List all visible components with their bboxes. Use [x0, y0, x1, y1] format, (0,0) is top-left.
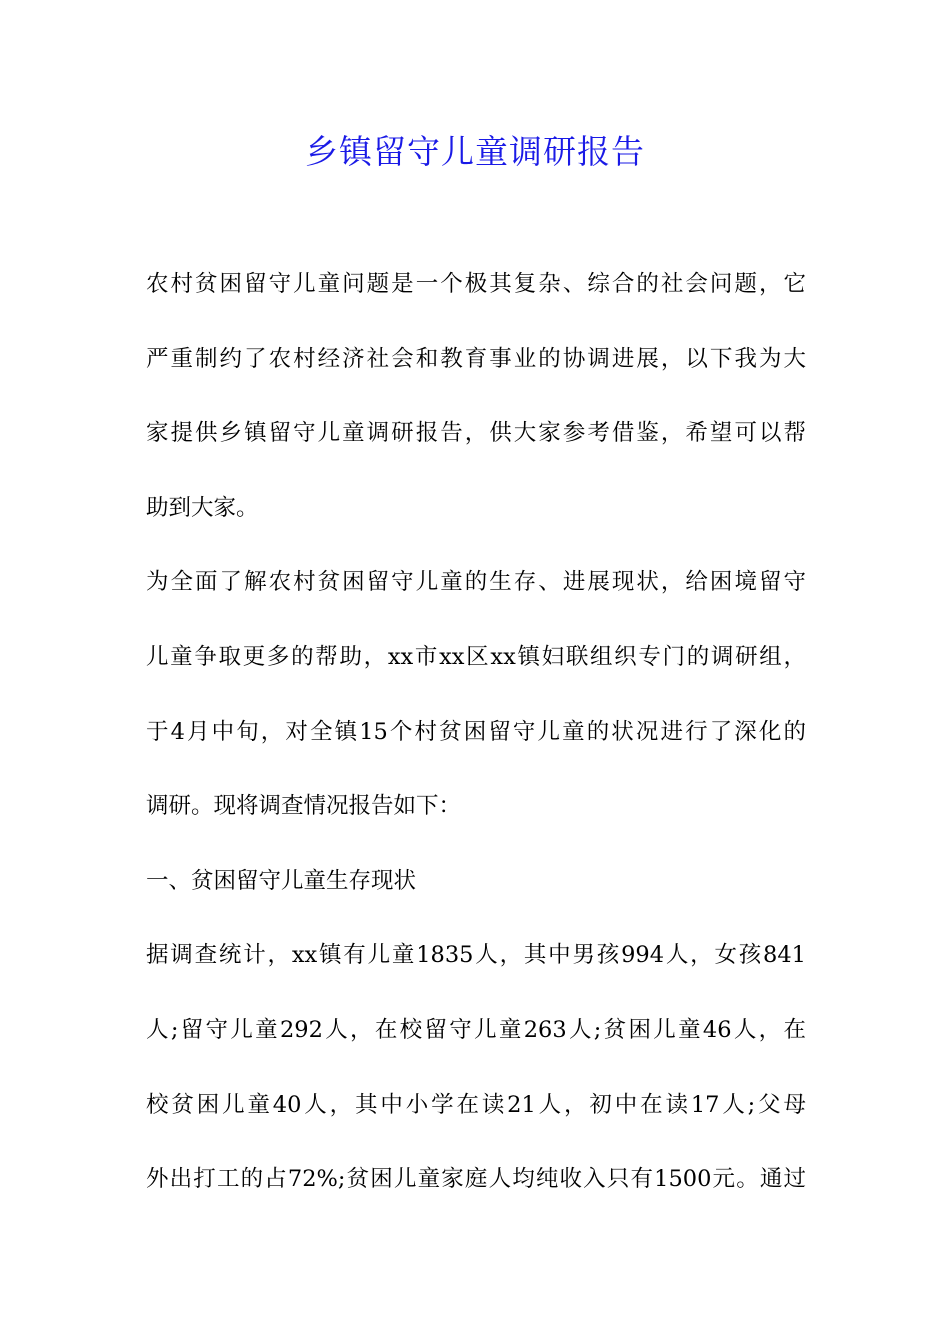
body-line: 据调查统计，xx镇有儿童1835人，其中男孩994人，女孩841 — [146, 942, 806, 969]
body-line: 农村贫困留守儿童问题是一个极其复杂、综合的社会问题，它 — [146, 271, 806, 297]
body-line: 儿童争取更多的帮助，xx市xx区xx镇妇联组织专门的调研组， — [146, 643, 806, 670]
document-title: 乡镇留守儿童调研报告 — [305, 132, 645, 171]
body-line: 助到大家。 — [146, 494, 259, 521]
document-body — [146, 258, 806, 1228]
body-line: 人;留守儿童292人，在校留守儿童263人;贫困儿童46人，在 — [146, 1016, 806, 1043]
body-line: 校贫困儿童40人，其中小学在读21人，初中在读17人;父母 — [146, 1091, 806, 1118]
body-line: 家提供乡镇留守儿童调研报告，供大家参考借鉴，希望可以帮 — [146, 420, 806, 447]
body-line: 严重制约了农村经济社会和教育事业的协调进展，以下我为大 — [146, 345, 806, 372]
body-line: 为全面了解农村贫困留守儿童的生存、进展现状，给困境留守 — [146, 569, 806, 596]
body-line: 外出打工的占72%;贫困儿童家庭人均纯收入只有1500元。通过 — [146, 1166, 806, 1193]
body-line: 于4月中旬，对全镇15个村贫困留守儿童的状况进行了深化的 — [146, 718, 806, 745]
body-line: 调研。现将调查情况报告如下： — [146, 793, 462, 820]
section-heading: 一、贫困留守儿童生存现状 — [146, 867, 417, 894]
